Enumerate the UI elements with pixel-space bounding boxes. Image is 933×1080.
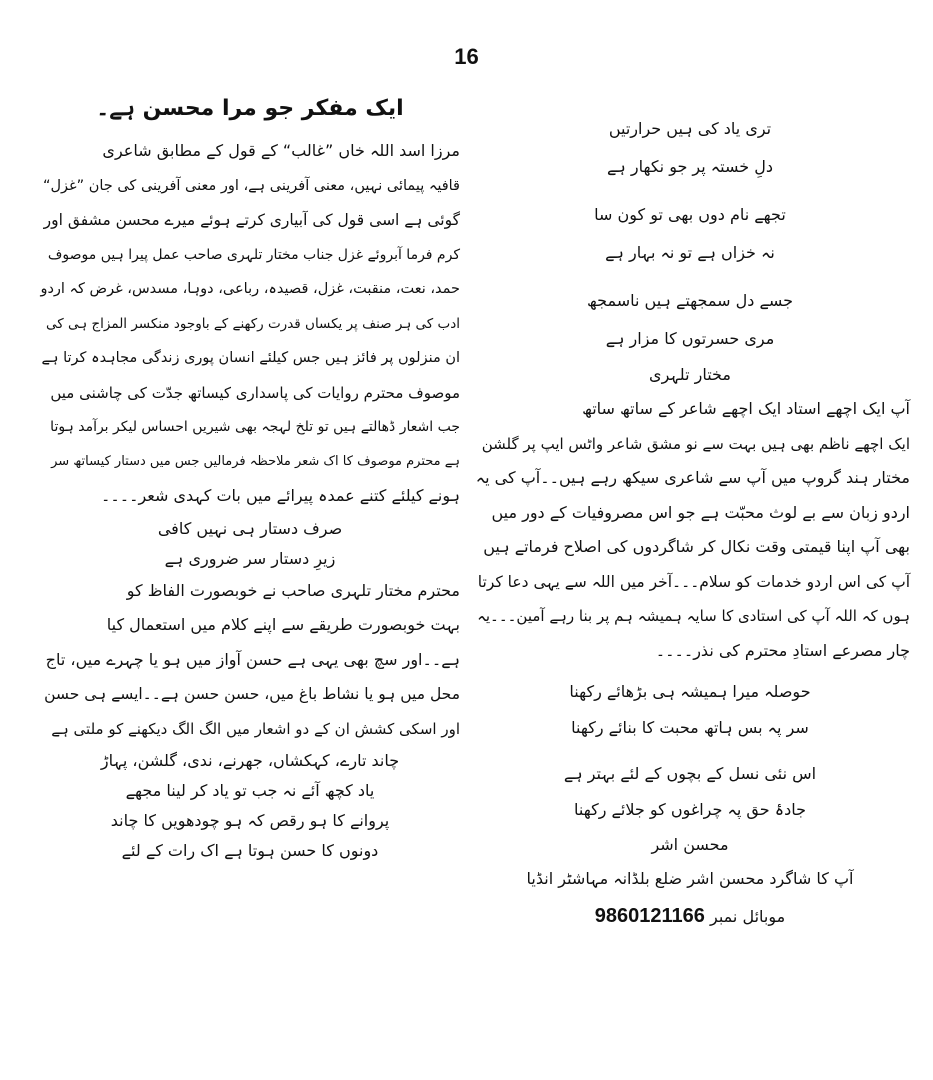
text-line: گوئی ہے اسی قول کی آبیاری کرتے ہوئے میرے محسن مشفق اور (43, 211, 460, 229)
verse-line: حوصلہ میرا ہمیشہ ہی بڑھائے رکھنا (569, 682, 811, 701)
intro-paragraph (40, 134, 460, 514)
text-line: موصوف محترم روایات کی پاسداری کیساتھ جدّت کی چاشنی میں (50, 383, 460, 402)
text-line: آپ کی اس اردو خدمات کو سلام۔۔۔آخر میں اللہ سے یہی دعا کرتا (477, 572, 910, 591)
verse-line: پروانے کا ہو رقص کہ ہو چودھویں کا چاند (110, 811, 390, 830)
verse-line: دلِ خستہ پر جو نکھار ہے (607, 157, 773, 176)
ghazal-poem (470, 110, 910, 358)
text-line: اور اسکی کشش ان کے دو اشعار میں الگ الگ دیکھنے کو ملتی ہے (51, 719, 460, 738)
text-line: ہے۔۔اور سچ بھی یہی ہے حسن آواز میں ہو یا چہرے میں، تاج (45, 649, 460, 669)
second-paragraph (40, 574, 460, 747)
right-column (40, 92, 460, 866)
text-line: محل میں ہو یا نشاط باغ میں، حسن حسن ہے۔۔ایسے ہی حسن (44, 685, 460, 703)
verse-line: جسے دل سمجھتے ہیں ناسمجھ (587, 291, 793, 310)
mobile-contact (470, 896, 910, 936)
text-line: چار مصرعے استادِ محترم کی نذر۔۔۔۔ (655, 640, 910, 660)
verse-line: اس نئی نسل کے بچوں کے لئے بہتر ہے (563, 764, 817, 783)
tribute-paragraph (470, 392, 910, 668)
text-line: بہت خوبصورت طریقے سے اپنے کلام میں استعمال کیا (106, 615, 460, 634)
text-line: ہونے کیلئے کتنے عمدہ پیرائے میں بات کہدی شعر۔۔۔۔ (100, 486, 460, 505)
text-line: ان منزلوں پر فائز ہیں جس کیلئے انسان پوری زندگی مجاہدہ کرتا ہے (41, 350, 460, 366)
text-line: کرم فرما آبروئے غزل جناب مختار تلہری صاحب عمل پیرا ہیں موصوف (47, 246, 460, 263)
verse-line: مری حسرتوں کا مزار ہے (605, 329, 775, 348)
tribute-verses (470, 674, 910, 828)
author-address: آپ کا شاگرد محسن اشر ضلع بلڈانہ مہاشٹر انڈیا (526, 869, 854, 888)
verse-line: نہ خزاں ہے تو نہ بہار ہے (605, 243, 775, 262)
text-line: محترم مختار تلہری صاحب نے خوبصورت الفاظ کو (126, 580, 460, 600)
text-line: بھی آپ اپنا قیمتی وقت نکال کر شاگردوں کی اصلاح فرماتے ہیں (483, 537, 910, 556)
article-title: ایک مفکر جو مرا محسن ہے۔ (96, 96, 404, 121)
text-line: ایک اچھے ناظم بھی ہیں بہت سے نو مشق شاعر واٹس ایپ پر گلشن (481, 434, 910, 453)
verse-line: چاند تارے، کہکشاں، جھرنے، ندی، گلشن، پہاڑ (100, 751, 400, 770)
couplets-husn (40, 746, 460, 866)
text-line: حمد، نعت، منقبت، غزل، قصیدہ، رباعی، دوہا، مسدس، غرض کہ اردو (40, 281, 460, 297)
verse-line: یاد کچھ آئے نہ جب تو یاد کر لینا مجھے (125, 781, 375, 800)
text-line: مختار ہند گروپ میں آپ سے شاعری سیکھ رہے ہیں۔۔آپ کی یہ (475, 468, 910, 487)
poet-name: مختار تلہری (649, 365, 731, 384)
text-line: ادب کی ہر صنف پر یکساں قدرت رکھنے کے باوجود منکسر المزاج ہی کی (46, 315, 460, 332)
author-name: محسن اشر (651, 835, 729, 854)
verse-line: تری یاد کی ہیں حرارتیں (608, 119, 772, 138)
verse-line: تجھے نام دوں بھی تو کون سا (594, 205, 786, 224)
page-number: 16 (454, 44, 479, 69)
mobile-label: موبائل نمبر (710, 907, 786, 926)
text-line: مرزا اسد اللہ خاں ”غالب“ کے قول کے مطابق شاعری (102, 141, 460, 160)
verse-line: سر پہ بس ہاتھ محبت کا بنائے رکھنا (571, 718, 809, 737)
mobile-number: 9860121166 (594, 905, 705, 927)
left-column (470, 92, 910, 936)
verse-line: دونوں کا حسن ہوتا ہے اک رات کے لئے (121, 841, 379, 860)
text-line: اردو زبان سے بے لوث محبّت ہے جو اس مصروفیات کے دور میں (491, 502, 910, 522)
text-line: آپ ایک اچھے استاد ایک اچھے شاعر کے ساتھ ساتھ (582, 399, 910, 418)
verse-line: زیرِ دستار سر ضروری ہے (164, 548, 336, 568)
text-line: ہے محترم موصوف کا اک شعر ملاحظہ فرمالیں جس میں دستار کیساتھ سر (51, 453, 460, 469)
verse-line: جادۂ حق پہ چراغوں کو جلائے رکھنا (574, 800, 806, 819)
verse-line: صرف دستار ہی نہیں کافی (157, 518, 343, 538)
text-line: قافیہ پیمائی نہیں، معنی آفرینی ہے، اور معنی آفرینی کی جان ”غزل“ (42, 177, 460, 194)
couplet-dastar (40, 514, 460, 574)
text-line: جب اشعار ڈھالتے ہیں تو تلخ لہجہ بھی شیریں احساس لیکر برآمد ہوتا (50, 419, 460, 435)
text-line: ہوں کہ اللہ آپ کی استادی کا سایہ ہمیشہ ہم پر بنا رہے آمین۔۔۔یہ (477, 607, 910, 625)
